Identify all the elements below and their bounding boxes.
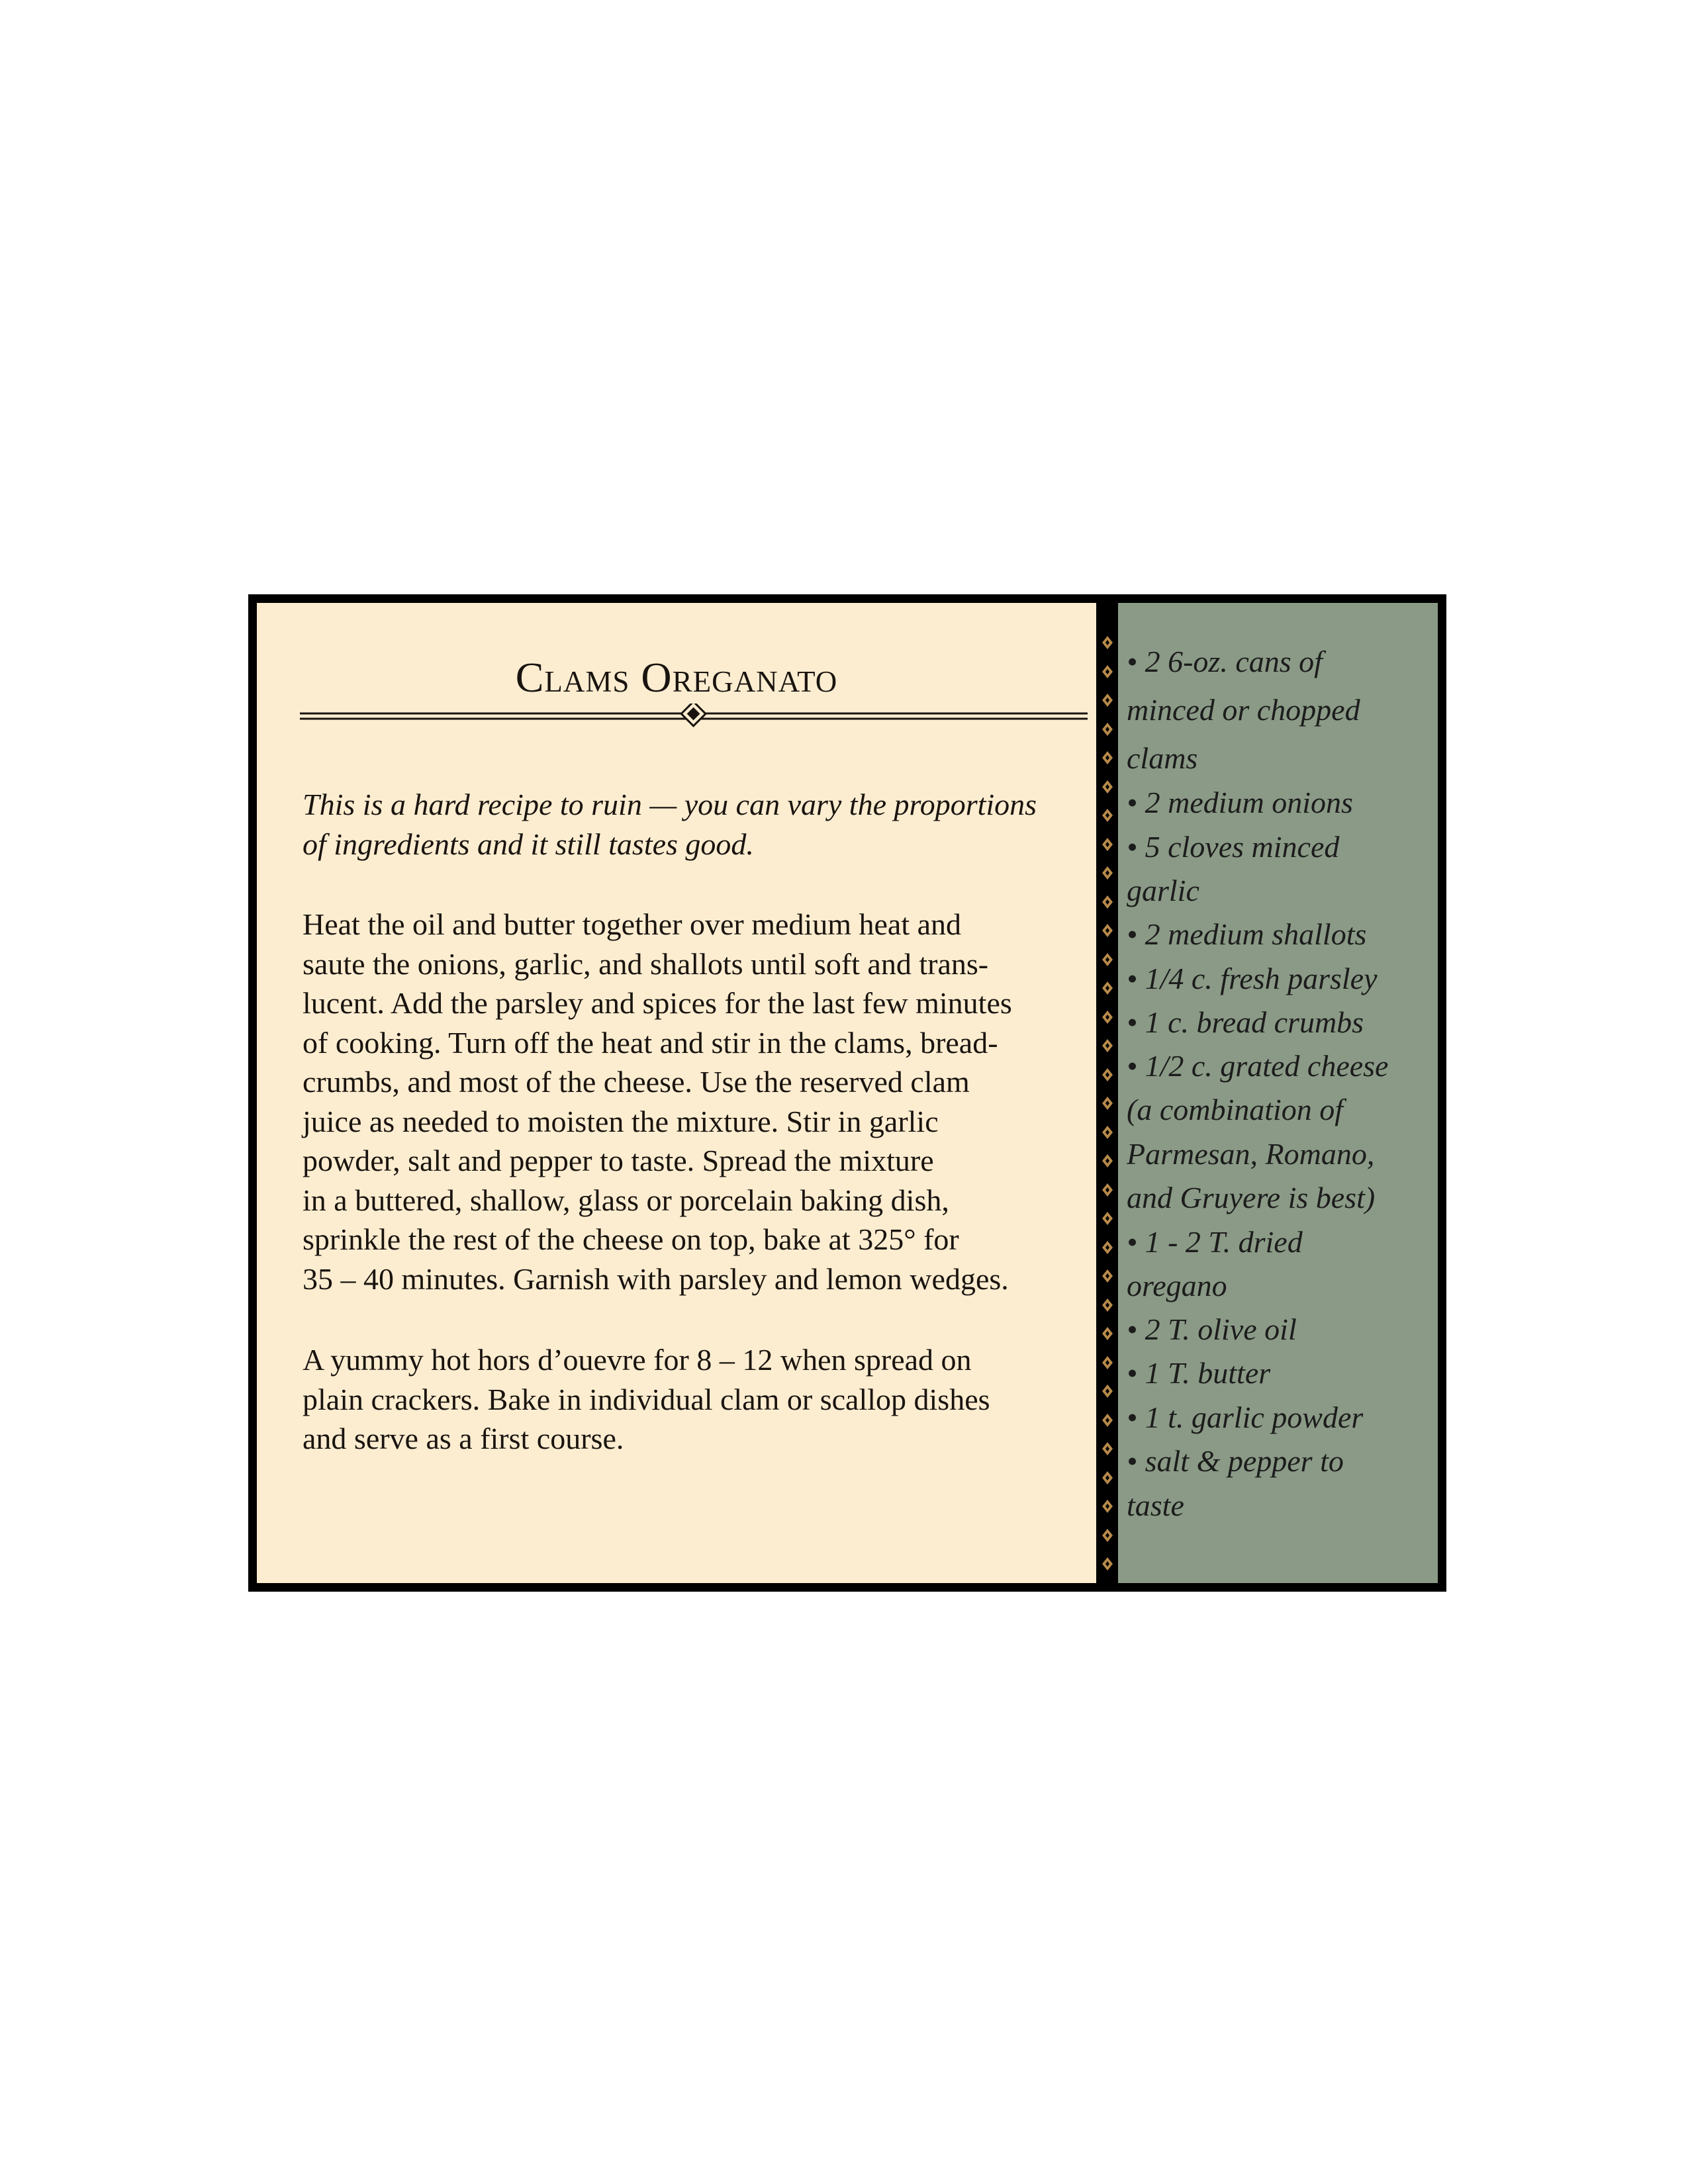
ingredient-line: • 2 6-oz. cans of (1127, 645, 1323, 678)
diamond-ornament-icon (1102, 953, 1113, 966)
diamond-ornament-icon (1102, 809, 1113, 822)
diamond-ornament-icon (1102, 1500, 1113, 1513)
diamond-ornament-icon (1102, 751, 1113, 764)
diamond-ornament-icon (1102, 1529, 1113, 1542)
ornament-divider (1096, 603, 1118, 1583)
intro-line: of ingredients and it still tastes good. (303, 827, 754, 861)
intro-line: This is a hard recipe to ruin — you can vary the proportions (303, 788, 1037, 821)
directions-line: sprinkle the rest of the cheese on top, bake at 325° for (303, 1222, 959, 1256)
recipe-intro (303, 785, 1097, 864)
directions-line: 35 – 40 minutes. Garnish with parsley and lemon wedges. (303, 1261, 1009, 1296)
recipe-directions-panel (257, 603, 1096, 1583)
recipe-card (248, 594, 1446, 1592)
directions-line: powder, salt and pepper to taste. Spread the mixture (303, 1144, 934, 1177)
diamond-ornament-icon (1102, 1212, 1113, 1225)
ingredient-line: • 1 T. butter (1127, 1356, 1271, 1390)
recipe-directions (303, 905, 1097, 1298)
ingredient-line: oregano (1127, 1269, 1227, 1302)
ingredient-line: • 1 c. bread crumbs (1127, 1005, 1364, 1039)
title-rule-diamond-icon (300, 704, 1088, 730)
diamond-ornament-icon (1102, 1241, 1113, 1254)
diamond-ornament-icon (1102, 1298, 1113, 1312)
diamond-ornament-icon (1102, 838, 1113, 851)
diamond-ornament-icon (1102, 1269, 1113, 1283)
diamond-ornament-icon (1102, 723, 1113, 736)
recipe-serving-note (303, 1340, 1097, 1459)
diamond-ornament-icon (1102, 1471, 1113, 1484)
diamond-ornament-icon (1102, 665, 1113, 678)
ingredient-line: • 2 medium shallots (1127, 917, 1367, 951)
directions-line: in a buttered, shallow, glass or porcelain baking dish, (303, 1183, 949, 1217)
ingredient-line: Parmesan, Romano, (1127, 1137, 1375, 1171)
directions-line: lucent. Add the parsley and spices for the last few minutes (303, 986, 1012, 1020)
ingredient-line: • 2 medium onions (1127, 786, 1353, 819)
serving-line: and serve as a first course. (303, 1422, 624, 1455)
diamond-ornament-icon (1102, 866, 1113, 880)
diamond-ornament-icon (1102, 924, 1113, 937)
diamond-ornament-icon (1102, 780, 1113, 794)
directions-line: of cooking. Turn off the heat and stir in the clams, bread- (303, 1025, 998, 1060)
ingredient-line: garlic (1127, 874, 1199, 907)
diamond-ornament-icon (1102, 1356, 1113, 1369)
diamond-ornament-icon (1102, 1011, 1113, 1024)
diamond-ornament-icon (1102, 895, 1113, 909)
ingredient-line: taste (1127, 1488, 1184, 1522)
serving-line: plain crackers. Bake in individual clam or scallop dishes (303, 1382, 990, 1416)
diamond-ornament-icon (1102, 1327, 1113, 1340)
ingredient-line: • 1 - 2 T. dried (1127, 1225, 1303, 1259)
ingredient-line: • 1/2 c. grated cheese (1127, 1049, 1389, 1083)
diamond-ornament-icon (1102, 636, 1113, 649)
diamond-ornament-icon (1102, 694, 1113, 707)
diamond-ornament-icon (1102, 1068, 1113, 1081)
diamond-ornament-icon (1102, 1385, 1113, 1398)
diamond-ornament-icon (1102, 981, 1113, 995)
diamond-ornament-icon (1102, 1557, 1113, 1570)
directions-line: saute the onions, garlic, and shallots until soft and trans- (303, 946, 989, 981)
ingredient-line: (a combination of (1127, 1093, 1344, 1126)
ingredient-line: minced or chopped (1127, 693, 1360, 727)
diamond-ornament-icon (1102, 1126, 1113, 1139)
ingredient-line: • salt & pepper to (1127, 1444, 1344, 1478)
ingredient-line: • 1 t. garlic powder (1127, 1400, 1364, 1434)
serving-line: A yummy hot hors d’ouevre for 8 – 12 when spread on (303, 1343, 972, 1377)
ingredient-line: clams (1127, 741, 1198, 775)
diamond-ornament-icon (1102, 1183, 1113, 1197)
ingredient-line: • 1/4 c. fresh parsley (1127, 962, 1378, 995)
recipe-title: Clams Oreganato (515, 654, 838, 701)
directions-line: juice as needed to moisten the mixture. Stir in garlic (303, 1104, 939, 1138)
diamond-ornament-icon (1102, 1442, 1113, 1455)
diamond-ornament-icon (1102, 1097, 1113, 1110)
ingredient-line: and Gruyere is best) (1127, 1181, 1376, 1214)
ingredient-line: • 2 T. olive oil (1127, 1312, 1297, 1346)
diamond-ornament-icon (1102, 1039, 1113, 1052)
diamond-ornament-icon (1102, 1414, 1113, 1427)
diamond-ornament-icon (1102, 1154, 1113, 1167)
ingredients-panel (1118, 603, 1438, 1583)
ingredient-line: • 5 cloves minced (1127, 830, 1340, 864)
directions-line: crumbs, and most of the cheese. Use the reserved clam (303, 1065, 970, 1099)
directions-line: Heat the oil and butter together over medium heat and (303, 907, 962, 941)
